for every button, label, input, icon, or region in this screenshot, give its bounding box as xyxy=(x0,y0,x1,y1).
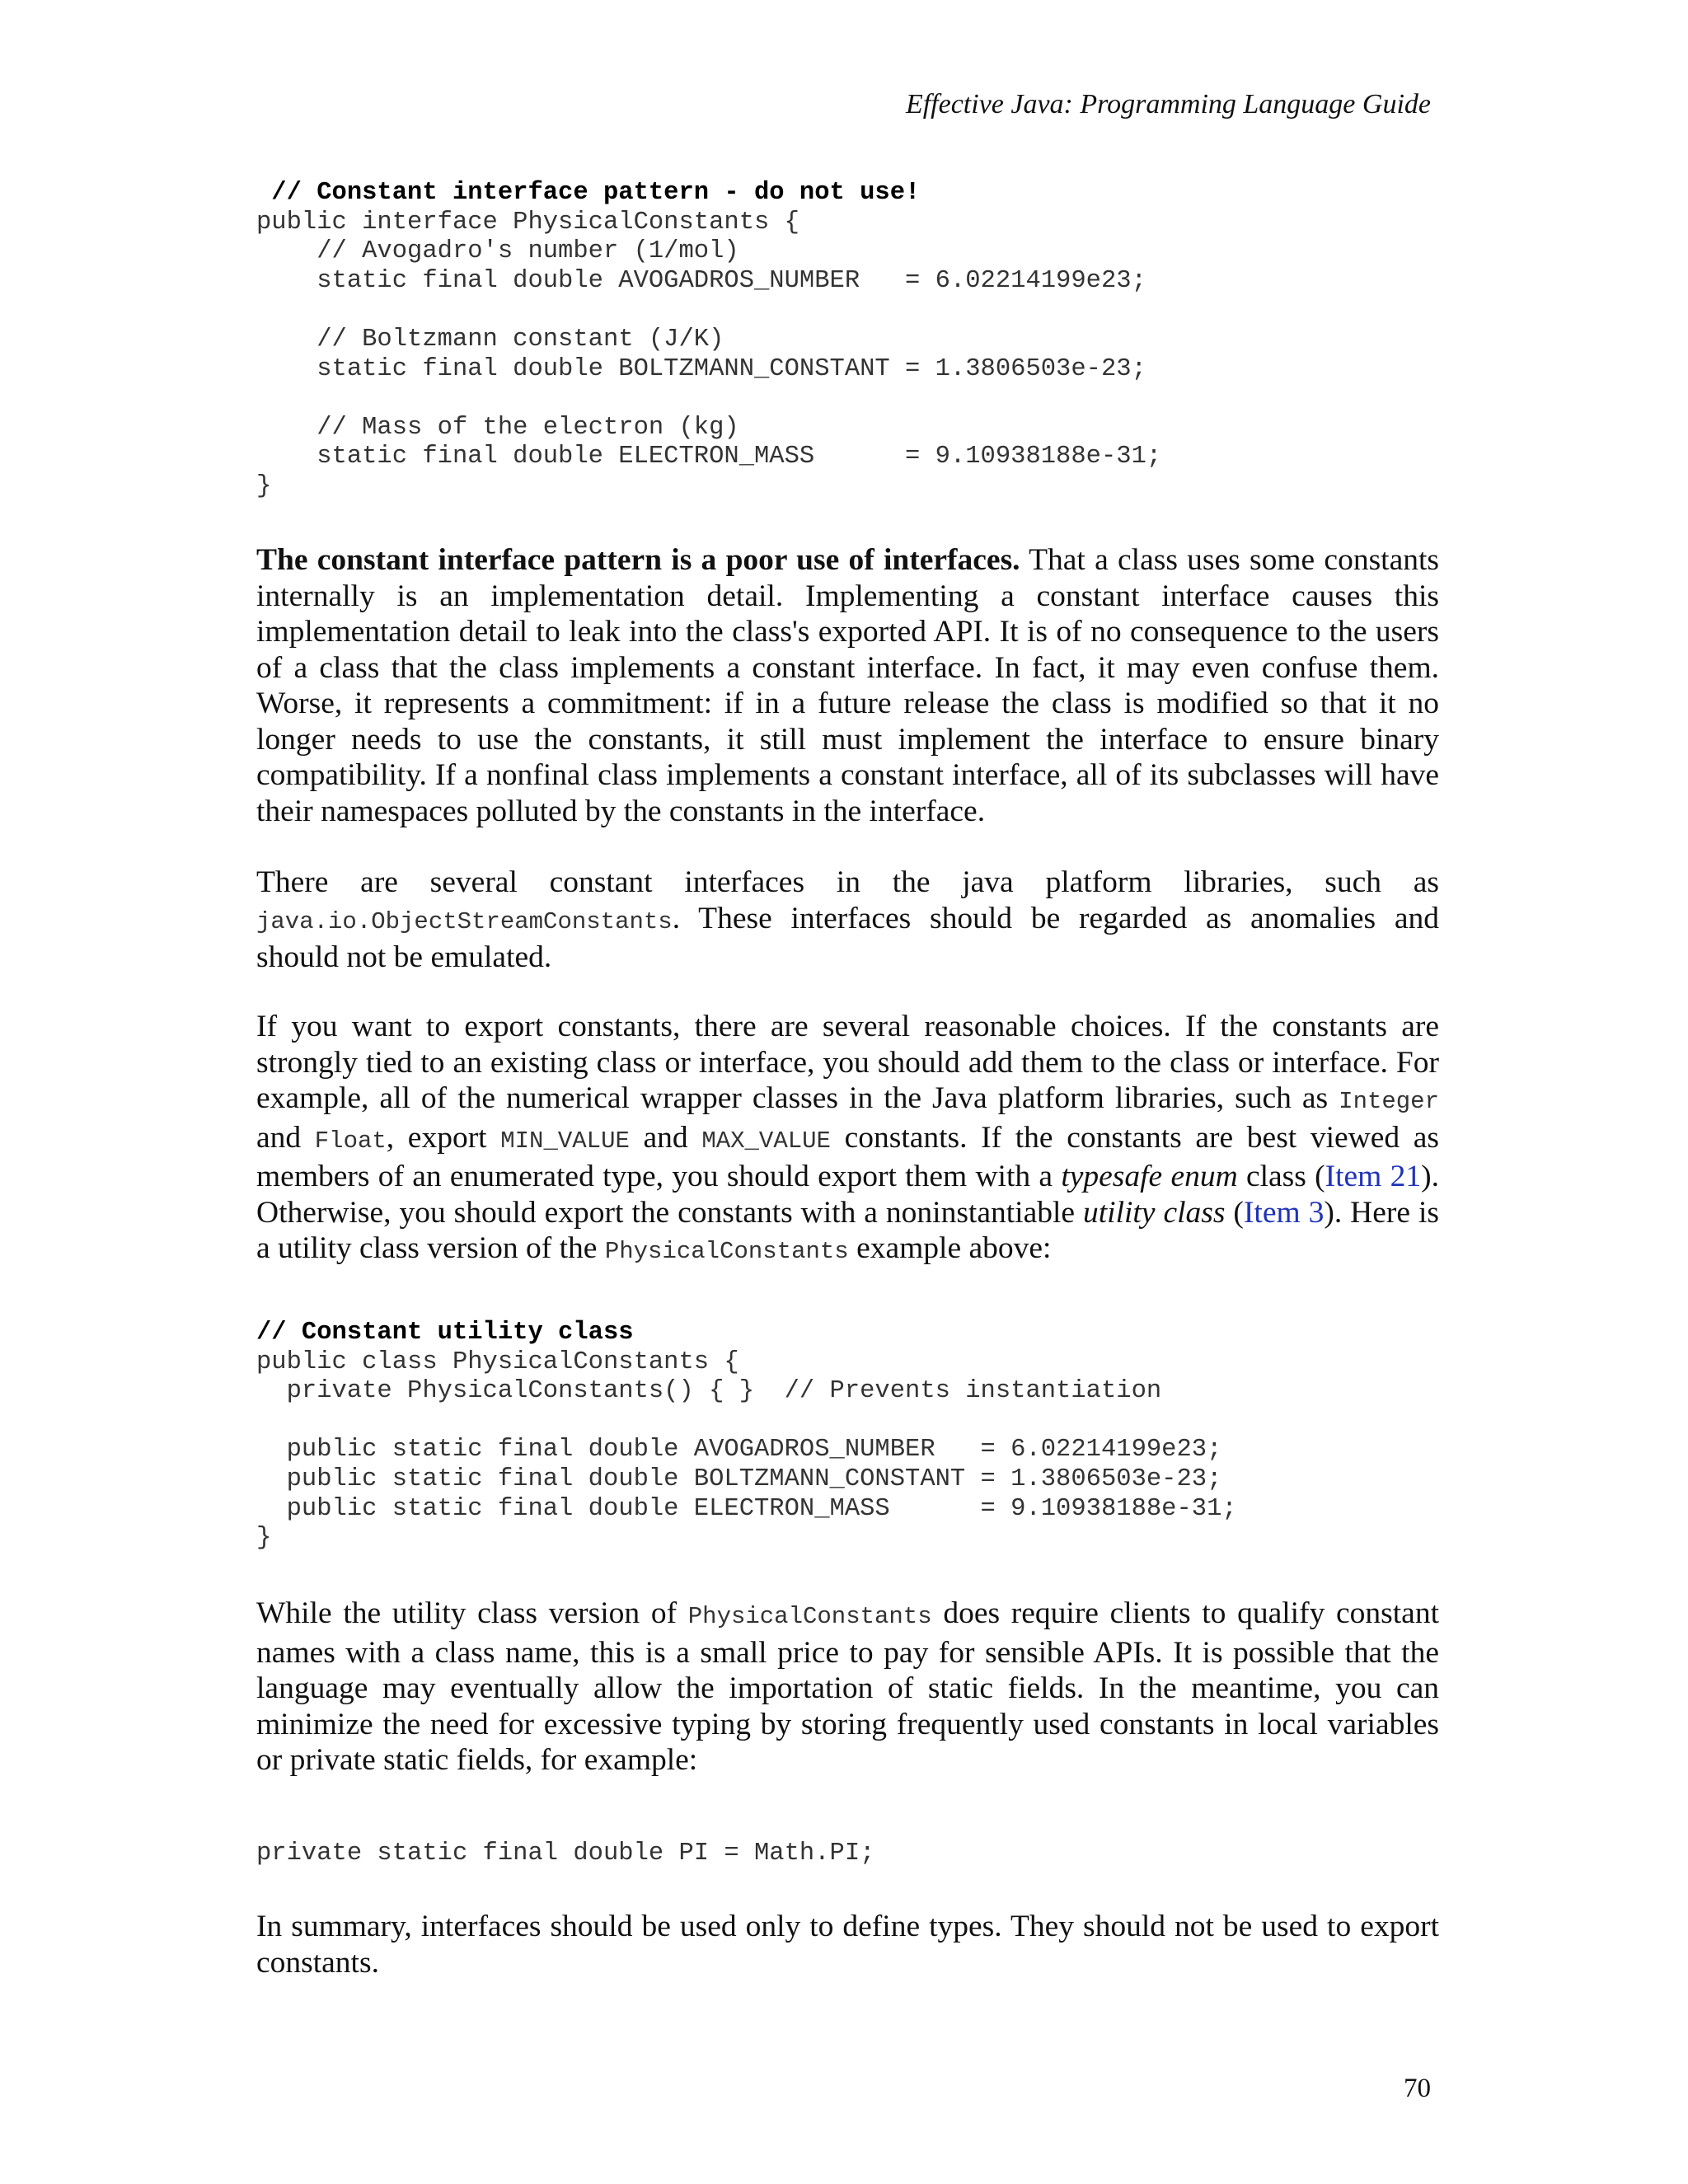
paragraph-export-choices xyxy=(256,1009,1439,1270)
emphasis: utility class xyxy=(1083,1195,1226,1230)
paragraph-text: . These interfaces should be regarded as anomalies and should not be emulated. xyxy=(256,901,1439,974)
paragraph-summary xyxy=(256,1909,1439,1980)
paragraph-constant-interface-poor-use xyxy=(256,542,1439,829)
paragraph-text: ). Here is a utility class version of the xyxy=(256,1195,1439,1265)
paragraph-text: ( xyxy=(1225,1195,1244,1230)
code-line: public static final double ELECTRON_MASS = 9.10938188e-31; xyxy=(256,1494,1237,1523)
code-line: public static final double BOLTZMANN_CONSTANT = 1.3806503e-23; xyxy=(256,1465,1222,1493)
inline-code: MAX_VALUE xyxy=(701,1127,831,1155)
code-line: // Constant interface pattern - do not use! xyxy=(256,179,921,207)
code-line: // Constant utility class xyxy=(256,1319,634,1347)
code-line xyxy=(256,296,1161,326)
code-line: public static final double AVOGADROS_NUMBER = 6.02214199e23; xyxy=(256,1436,1222,1465)
paragraph-utility-class-discussion xyxy=(256,1596,1439,1779)
paragraph-text: , export xyxy=(386,1120,501,1155)
code-block-utility-class xyxy=(256,1319,1237,1554)
paragraph-text: constants. If the constants are best viewed as members of an enumerated type, you should export them with a xyxy=(256,1120,1440,1193)
code-line xyxy=(256,1407,1237,1436)
paragraph-text: and xyxy=(256,1120,315,1155)
inline-code: MIN_VALUE xyxy=(500,1127,630,1155)
running-head: Effective Java: Programming Language Guide xyxy=(905,89,1431,120)
code-line: static final double ELECTRON_MASS = 9.10938188e-31; xyxy=(256,443,1162,471)
code-line: static final double BOLTZMANN_CONSTANT = 1.3806503e-23; xyxy=(256,354,1146,383)
inline-code: java.io.ObjectStreamConstants xyxy=(256,907,673,935)
paragraph-text: If you want to export constants, there are several reasonable choices. If the constants are strongly tied to an existing class or interface, you should add them to the class or interface. For example, all of the numerical wrapper classes in the Java platform libraries, such as xyxy=(256,1010,1439,1115)
paragraph-text: There are several constant interfaces in the java platform libraries, such as xyxy=(256,865,1439,899)
code-line: } xyxy=(256,1524,272,1553)
paragraph-text: ). Otherwise, you should export the constants with a noninstantiable xyxy=(256,1160,1439,1230)
inline-code: Integer xyxy=(1339,1088,1439,1115)
page-number: 70 xyxy=(1404,2074,1431,2103)
paragraph-text: example above: xyxy=(848,1231,1052,1265)
inline-code: PhysicalConstants xyxy=(604,1238,849,1265)
code-line: public class PhysicalConstants { xyxy=(256,1347,739,1376)
paragraph-lead: The constant interface pattern is a poor use of interfaces. xyxy=(256,543,1020,577)
code-line: // Boltzmann constant (J/K) xyxy=(256,325,724,354)
code-line: private static final double PI = Math.PI; xyxy=(256,1840,875,1868)
inline-code: PhysicalConstants xyxy=(687,1603,932,1630)
code-line: static final double AVOGADROS_NUMBER = 6.02214199e23; xyxy=(256,266,1146,295)
item-3-link[interactable]: Item 3 xyxy=(1243,1195,1325,1230)
emphasis: typesafe enum xyxy=(1061,1160,1238,1193)
code-line: // Mass of the electron (kg) xyxy=(256,413,739,442)
code-block-constant-interface xyxy=(256,179,1161,502)
code-line xyxy=(256,384,1161,414)
code-line: // Avogadro's number (1/mol) xyxy=(256,237,739,266)
code-line: private PhysicalConstants() { } // Prevents instantiation xyxy=(256,1377,1162,1406)
paragraph-text: In summary, interfaces should be used only to define types. They should not be used to export constants. xyxy=(256,1910,1439,1980)
paragraph-text: class ( xyxy=(1237,1160,1325,1193)
code-block-pi-constant xyxy=(256,1840,874,1869)
paragraph-text: and xyxy=(629,1120,702,1155)
code-line: public interface PhysicalConstants { xyxy=(256,208,799,237)
paragraph-platform-constant-interfaces xyxy=(256,865,1439,976)
paragraph-text: does require clients to qualify constant names with a class name, this is a small price to pay for sensible APIs. It is possible that the language may eventually allow the importation of static fields. In the meantime, you can minimize the need for excessive typing by storing frequently used constants in local variables or private static fields, for example: xyxy=(256,1596,1439,1777)
paragraph-text: While the utility class version of xyxy=(256,1596,688,1630)
inline-code: Float xyxy=(314,1127,387,1155)
item-21-link[interactable]: Item 21 xyxy=(1325,1160,1422,1193)
paragraph-text: That a class uses some constants internally is an implementation detail. Implementing a constant interface causes this implementation detail to leak into the class's exported API. It is of no consequence to the users of a class that the class implements a constant interface. In fact, it may even confuse them. Worse, it represents a commitment: if in a future release the class is modified so that it no longer needs to use the constants, it still must implement the interface to ensure binary compatibility. If a nonfinal class implements a constant interface, all of its subclasses will have their namespaces polluted by the constants in the interface. xyxy=(256,543,1439,828)
code-line: } xyxy=(256,471,272,500)
